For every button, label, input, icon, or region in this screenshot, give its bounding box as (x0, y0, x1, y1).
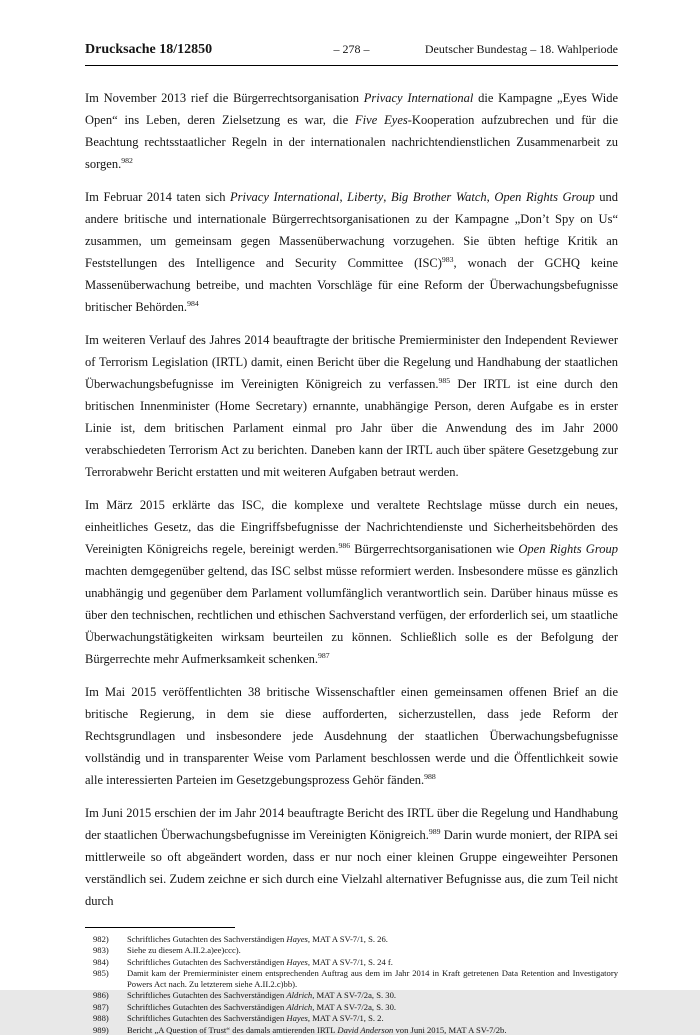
text-run: Schriftliches Gutachten des Sachverständigen (127, 1013, 287, 1024)
text-run: Bürgerrechtsorganisationen wie (350, 542, 519, 556)
footnote-ref: 983 (441, 254, 454, 264)
text-run: Im November 2013 rief die Bürgerrechtsorganisation (85, 91, 364, 105)
footnote-ref: 982 (121, 155, 133, 165)
text-run: , wonach der GCHQ keine Massenüberwachung betreibe, und machten Vorschläge für eine Reform der Überwachungsbefugnisse britischer Behörden. (85, 256, 618, 314)
text-run: Im Mai 2015 veröffentlichten 38 britische Wissenschaftler einen gemeinsamen offenen Brief an die britische Regierung, in dem sie diese aufforderten, sicherzustellen, dass jede Reform der Rechtsgrundlagen und insbesondere jede Ausdehnung der staatlichen Überwachungsbefugnisse vollständig und in transparenter Weise vom Parlament beschlossen werde und die Öffentlichkeit sowie alle interessierten Parteien im Gesetzgebungsprozess Gehör fänden. (85, 685, 618, 787)
text-run: Bericht „A Question of Trust“ des damals amtierenden IRTL (127, 1024, 338, 1035)
footnote (85, 990, 618, 1000)
text-run: Schriftliches Gutachten des Sachverständigen (127, 1001, 287, 1012)
italic-text: Liberty (347, 190, 384, 204)
footnote-ref: 984 (187, 298, 199, 308)
text-run: die Kampagne „Eyes Wide Open“ ins Leben, deren Zielsetzung es war, die (85, 91, 618, 127)
paragraph (85, 681, 618, 791)
text-run: , (383, 190, 391, 204)
text-run: , MAT A SV-7/1, S. 24 f. (307, 956, 393, 967)
footnote (85, 1013, 618, 1023)
footnote (85, 968, 618, 989)
paragraph (85, 494, 618, 670)
footnote-text (127, 968, 618, 989)
footnote-ref: 988 (424, 771, 436, 781)
footnote-number: 989) (93, 1024, 109, 1035)
paragraph (85, 186, 618, 318)
footnote (85, 934, 618, 944)
header-right-label: Deutscher Bundestag – 18. Wahlperiode (424, 42, 618, 56)
footnote (85, 1025, 618, 1035)
footnote-number: 986) (93, 990, 109, 1001)
text-run: , MAT A SV-7/1, S. 26. (307, 934, 388, 944)
text-run: von Juni 2015, MAT A SV-7/2b. (393, 1024, 507, 1035)
footnote-number: 982) (93, 934, 109, 944)
text-run: Schriftliches Gutachten des Sachverständigen (127, 990, 287, 1001)
italic-text: Privacy International (230, 190, 340, 204)
footnote-number: 985) (93, 968, 109, 979)
text-run: Schriftliches Gutachten des Sachverständigen (127, 956, 287, 967)
italic-text: Big Brother Watch (390, 190, 487, 204)
text-run: , MAT A SV-7/1, S. 2. (307, 1013, 384, 1024)
footnote-text (127, 1002, 618, 1012)
italic-text: Privacy International (363, 91, 474, 105)
footnote-text (127, 934, 618, 944)
text-run: Darin wurde moniert, der RIPA sei mittlerweile so oft abgeändert worden, dass er nur noch einer kleinen Gruppe eingeweihter Personen verständlich sei. Zudem zeichne er sich durch eine Vielzahl alternativer Befugnisse aus, die zum Teil nicht durch (85, 828, 618, 908)
footnote-text (127, 1025, 618, 1035)
footnote-text (127, 957, 618, 967)
italic-text: Hayes (286, 956, 308, 967)
page-header (85, 42, 618, 66)
footnotes-list (85, 934, 618, 1035)
text-run: Im Juni 2015 erschien der im Jahr 2014 beauftragte Bericht des IRTL über die Regelung und Handhabung der staatlichen Überwachungsbefugnisse im Vereinigten Königreich. (85, 806, 618, 842)
footnote (85, 945, 618, 955)
paragraph (85, 329, 618, 483)
footnote-number: 988) (93, 1013, 109, 1024)
italic-text: Five Eyes (355, 113, 408, 127)
italic-text: David Anderson (337, 1024, 394, 1035)
footnote-number: 983) (93, 945, 109, 956)
text-run: , (486, 190, 495, 204)
text-run: Im weiteren Verlauf des Jahres 2014 beauftragte der britische Premierminister den Independent Reviewer of Terrorism Legislation (IRTL) damit, einen Bericht über die Regelung und Handhabung der staatlichen Überwachungsbefugnisse im Vereinigten Königreich zu verfassen. (85, 333, 618, 391)
italic-text: Open Rights Group (494, 190, 595, 204)
text-run: Siehe zu diesem A.II.2.a)ee)ccc). (127, 945, 241, 956)
italic-text: Aldrich (286, 1001, 313, 1012)
text-run: , (339, 190, 348, 204)
italic-text: Aldrich (286, 990, 313, 1001)
footnote-number: 987) (93, 1001, 109, 1012)
text-run: Im Februar 2014 taten sich (85, 190, 231, 204)
footnote-ref: 986 (338, 540, 351, 550)
footnote-ref: 987 (318, 650, 330, 660)
footnote-text (127, 990, 618, 1000)
paragraph (85, 802, 618, 912)
footnote-ref: 989 (428, 826, 441, 836)
body-paragraphs (85, 87, 618, 912)
text-run: , MAT A SV-7/2a, S. 30. (312, 1001, 397, 1012)
footnote-number: 984) (93, 956, 109, 967)
footnote (85, 1002, 618, 1012)
italic-text: Open Rights Group (518, 542, 618, 556)
text-run: Damit kam der Premierminister einem entsprechenden Auftrag aus dem im Jahr 2014 in Kraft getretenen Data Retention and Investigatory Powers Act nach. Zu letzterem siehe A.II.2.c)bb). (127, 968, 618, 989)
paragraph (85, 87, 618, 175)
italic-text: Hayes (286, 1013, 308, 1024)
doc-number-label: Drucksache 18/12850 (85, 42, 213, 57)
footnote-ref: 985 (438, 375, 451, 385)
text-run: Der IRTL ist eine durch den britischen Innenminister (Home Secretary) ernannte, unabhängige Person, deren Aufgabe es in erster Linie ist, dem britischen Parlament einmal pro Jahr über die Anwendung des im Jahr 2000 verabschiedeten Terrorism Act zu berichten. Daneben kann der IRTL auch über spätere Gesetzgebung zur Terrorabwehr Bericht erstatten und mit weiteren Aufgaben betraut werden. (85, 377, 618, 479)
text-run: Schriftliches Gutachten des Sachverständigen (127, 934, 287, 944)
footnote-text (127, 945, 618, 955)
text-run: Im März 2015 erklärte das ISC, die komplexe und veraltete Rechtslage müsse durch ein neues, einheitliches Gesetz, das die Eingriffsbefugnisse der Nachrichtendienste und Sicherheitsbehörden des Vereinigten Königreichs regele, bereinigt werden. (85, 498, 618, 556)
italic-text: Hayes (286, 934, 308, 944)
text-run: -Kooperation aufzubrechen und für die Beachtung rechtsstaatlicher Regeln in der internationalen nachrichtendienstlichen Zusammenarbeit zu sorgen. (85, 113, 618, 171)
footnote-divider (85, 927, 235, 928)
footnote-text (127, 1013, 618, 1023)
page-number: – 278 – (333, 42, 370, 56)
footnote (85, 957, 618, 967)
text-run: und andere britische und internationale Bürgerrechtsorganisationen zu der Kampagne „Don’t Spy on Us“ zusammen, um gemeinsam gegen Massenüberwachung vorzugehen. Sie übten heftige Kritik an Feststellungen des Intelligence and Security Committee (ISC) (85, 190, 619, 270)
text-run: machten demgegenüber geltend, das ISC selbst müsse reformiert werden. Insbesondere müsse es gänzlich unabhängig und gegenüber dem Parlament vollumfänglich verantwortlich sein. Darüber hinaus müsse es über den technischen, rechtlichen und ethischen Sachverstand verfügen, der erforderlich sei, um staatliche Überwachungstätigkeiten wirksam beurteilen zu können. Schließlich solle es der Befolgung der Bürgerrechte mehr Aufmerksamkeit schenken. (85, 564, 618, 666)
text-run: , MAT A SV-7/2a, S. 30. (312, 990, 397, 1001)
